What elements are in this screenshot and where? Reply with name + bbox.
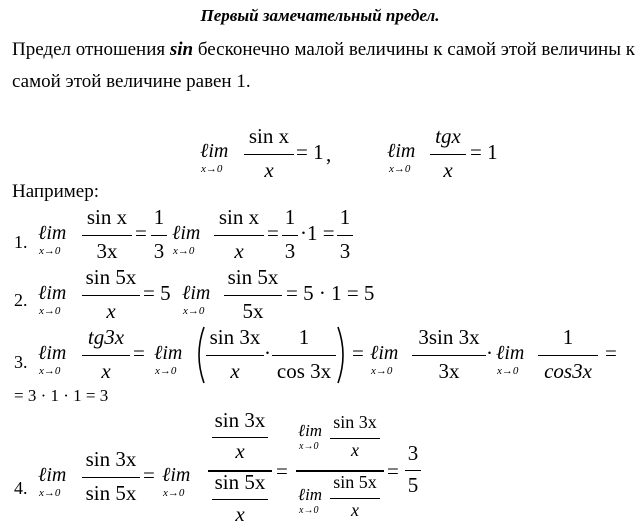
frac-num: sin 3x — [333, 412, 377, 432]
frac-num: sin 5x — [214, 470, 266, 494]
left-paren — [192, 325, 206, 385]
limit-word: ℓim — [298, 485, 323, 504]
frac-num: sin 3x — [209, 325, 261, 349]
frac-den: 5x — [242, 299, 264, 323]
multiply: ·1 = — [300, 221, 335, 245]
frac-num: sin 3x — [214, 408, 266, 432]
page-title: Первый замечательный предел. — [200, 6, 440, 25]
frac-bar — [337, 235, 353, 236]
frac-den: cos3x — [544, 359, 592, 383]
frac-den: cos 3x — [276, 359, 332, 383]
frac-bar — [538, 355, 598, 356]
frac-den: 3 — [153, 239, 165, 263]
frac-den: 5 — [407, 473, 419, 497]
equals: = — [133, 341, 145, 365]
equals: = — [605, 341, 617, 365]
comma: , — [326, 142, 332, 166]
limit-sub: x→0 — [39, 365, 61, 377]
rhs: = 1 — [470, 140, 498, 164]
limit-word: ℓim — [38, 222, 67, 244]
frac-num: tgx — [435, 124, 461, 148]
frac-bar — [82, 235, 132, 236]
limit-word: ℓim — [200, 140, 229, 162]
limit-sub: x→0 — [183, 305, 205, 317]
frac-bar — [82, 477, 140, 478]
limit-word: ℓim — [496, 342, 525, 364]
frac-bar — [214, 235, 264, 236]
frac-bar — [412, 355, 486, 356]
frac-bar — [405, 470, 421, 471]
frac-den: 3 — [284, 239, 296, 263]
frac-num: 1 — [562, 325, 574, 349]
limit-sub: x→0 — [39, 245, 61, 257]
dot: · — [486, 341, 493, 365]
frac-num: tg3x — [87, 325, 125, 349]
intro-keyword: sin — [169, 39, 194, 60]
frac-den: x — [443, 158, 453, 182]
right-paren — [336, 325, 350, 385]
frac-den: 3x — [96, 239, 118, 263]
limit-word: ℓim — [38, 342, 67, 364]
frac-bar — [430, 154, 466, 155]
frac-num: 3sin 3x — [418, 325, 480, 349]
frac-den: x — [101, 359, 111, 383]
dot: · — [264, 341, 271, 365]
example-label: 1. — [14, 232, 28, 252]
limit-sub: x→0 — [155, 365, 177, 377]
limit-sub: x→0 — [201, 163, 223, 175]
frac-bar — [212, 499, 268, 500]
equals: = — [143, 463, 155, 487]
limit-sub: x→0 — [371, 365, 393, 377]
limit-sub: x→0 — [173, 245, 195, 257]
equals: = — [135, 221, 147, 245]
frac-num: sin 5x — [227, 265, 279, 289]
limit-sub: x→0 — [299, 505, 319, 516]
limit-sub: x→0 — [39, 305, 61, 317]
rhs: = 1 — [296, 140, 324, 164]
limit-sub: x→0 — [389, 163, 411, 175]
frac-bar — [244, 154, 294, 155]
equals: = — [352, 341, 364, 365]
frac-num: sin x — [248, 124, 290, 148]
frac-num: 1 — [284, 205, 296, 229]
frac-den: x — [351, 500, 359, 520]
limit-word: ℓim — [298, 421, 323, 440]
frac-num: sin 5x — [333, 472, 377, 492]
example-3-continuation: = 3 · 1 · 1 = 3 — [14, 386, 109, 405]
frac-den: x — [230, 359, 240, 383]
limit-sub: x→0 — [497, 365, 519, 377]
frac-num: 1 — [298, 325, 310, 349]
frac-num: 1 — [153, 205, 165, 229]
frac-den: x — [351, 440, 359, 460]
limit-word: ℓim — [154, 342, 183, 364]
limit-word: ℓim — [38, 282, 67, 304]
limit-word: ℓim — [38, 464, 67, 486]
limit-word: ℓim — [162, 464, 191, 486]
frac-den: x — [106, 299, 116, 323]
limit-word: ℓim — [172, 222, 201, 244]
rhs: = 5 · 1 = 5 — [286, 281, 375, 305]
frac-den: 3x — [438, 359, 460, 383]
frac-bar — [82, 355, 130, 356]
frac-den: x — [234, 239, 244, 263]
frac-den: x — [235, 502, 245, 526]
intro-before: Предел отношения — [12, 39, 170, 60]
example-label: 3. — [14, 352, 28, 372]
frac-den: 3 — [339, 239, 351, 263]
limit-sub: x→0 — [163, 487, 185, 499]
limit-word: ℓim — [182, 282, 211, 304]
limit-word: ℓim — [370, 342, 399, 364]
frac-den: x — [264, 158, 274, 182]
frac-bar — [82, 295, 140, 296]
frac-bar — [224, 295, 282, 296]
frac-num: 1 — [339, 205, 351, 229]
frac-num: sin 5x — [85, 265, 137, 289]
frac-den: sin 5x — [85, 481, 137, 505]
frac-num: sin x — [218, 205, 260, 229]
limit-word: ℓim — [387, 140, 416, 162]
example-heading: Например: — [12, 181, 99, 202]
frac-num: sin x — [86, 205, 128, 229]
frac-bar — [206, 355, 264, 356]
rhs: = 5 — [143, 281, 171, 305]
intro-line-1 — [12, 35, 635, 65]
intro-after: бесконечно малой величины к самой этой величины к — [193, 39, 635, 60]
frac-bar — [151, 235, 167, 236]
intro-line-2: самой этой величине равен 1. — [12, 71, 251, 92]
equals: = — [387, 459, 399, 483]
example-label: 2. — [14, 290, 28, 310]
limit-sub: x→0 — [39, 487, 61, 499]
example-label: 4. — [14, 478, 28, 498]
frac-num: sin 3x — [85, 447, 137, 471]
limit-sub: x→0 — [299, 441, 319, 452]
equals: = — [276, 459, 288, 483]
equals: = — [267, 221, 279, 245]
frac-num: 3 — [407, 441, 419, 465]
frac-bar — [272, 355, 336, 356]
frac-den: x — [235, 439, 245, 463]
frac-bar — [282, 235, 298, 236]
